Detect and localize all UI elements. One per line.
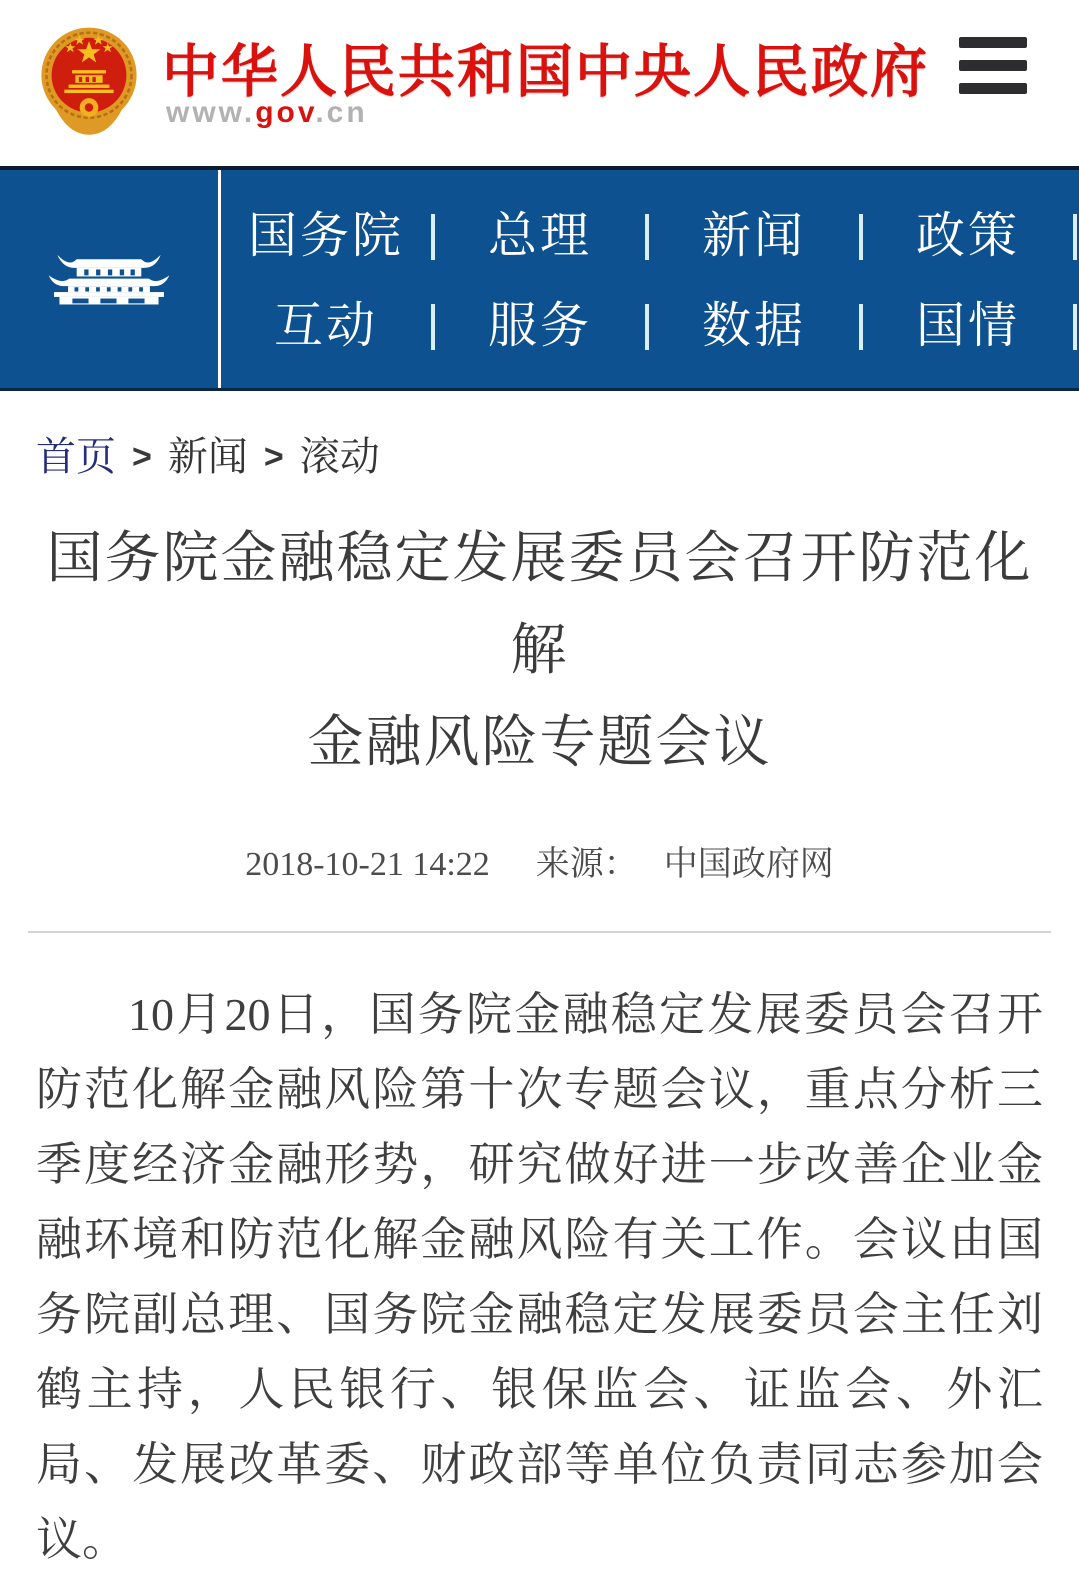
nav-separator (1073, 304, 1077, 350)
menu-button[interactable] (959, 34, 1027, 96)
hamburger-bar (959, 60, 1027, 71)
article (0, 512, 1079, 1577)
breadcrumb (0, 391, 1079, 482)
publish-datetime: 2018-10-21 14:22 (245, 846, 490, 883)
site-title: 中华人民共和国中央人民政府 (162, 40, 929, 104)
nav-row-2 (221, 287, 1079, 357)
source-label: 来源： (535, 846, 638, 883)
nav-separator (1073, 214, 1077, 260)
nav-item-fuwu[interactable] (435, 287, 645, 357)
article-meta (0, 836, 1079, 885)
nav-item-label: 政策 (915, 209, 1020, 264)
site-url (166, 96, 368, 130)
breadcrumb-rolling-link[interactable]: 滚动 (299, 435, 380, 479)
hamburger-bar (959, 37, 1027, 48)
article-title-line: 金融风险专题会议 (307, 710, 772, 773)
article-paragraph: 10月20日，国务院金融稳定发展委员会召开防范化解金融风险第十次专题会议，重点分析三季度经济金融形势，研究做好进一步改善企业金融环境和防范化解金融风险有关工作。会议由国务院副总理、国务院金融稳定发展委员会主任刘鹤主持，人民银行、银保监会、证监会、外汇局、发展改革委、财政部等单位负责同志参加会议。 (36, 989, 1043, 1565)
nav-item-label: 数据 (701, 298, 806, 353)
nav-item-shuju[interactable] (649, 287, 859, 357)
site-url-gov: gov (255, 96, 316, 129)
navbar-home-logo[interactable] (0, 170, 218, 388)
content-divider (28, 931, 1051, 933)
breadcrumb-separator: > (263, 438, 284, 476)
nav-item-zongli[interactable] (435, 197, 645, 267)
national-emblem-icon (38, 12, 140, 152)
source-value: 中国政府网 (663, 846, 834, 883)
site-url-cn: .cn (315, 96, 368, 129)
nav-item-label: 国情 (915, 298, 1020, 353)
article-body (36, 977, 1043, 1577)
primary-navbar (0, 166, 1079, 391)
breadcrumb-news-link[interactable]: 新闻 (167, 435, 248, 479)
nav-item-guoqing[interactable] (863, 287, 1073, 357)
article-title (36, 512, 1043, 788)
nav-menu (221, 170, 1079, 388)
site-header (0, 0, 1079, 166)
hamburger-menu-icon (959, 37, 1027, 94)
nav-item-zhengce[interactable] (863, 197, 1073, 267)
nav-item-label: 总理 (487, 209, 592, 264)
nav-item-xinwen[interactable] (649, 197, 859, 267)
nav-item-label: 互动 (273, 298, 378, 353)
article-title-line: 国务院金融稳定发展委员会召开防范化解 (46, 526, 1033, 681)
tiananmen-gate-icon (39, 247, 179, 307)
breadcrumb-home-link[interactable]: 首页 (36, 435, 116, 479)
nav-item-label: 服务 (487, 298, 592, 353)
nav-item-label: 国务院 (247, 209, 404, 264)
site-url-www: www. (166, 96, 256, 129)
breadcrumb-separator: > (132, 438, 152, 476)
nav-item-hudong[interactable] (221, 287, 431, 357)
nav-row-1 (221, 197, 1079, 267)
nav-item-guowuyuan[interactable] (221, 197, 431, 267)
hamburger-bar (959, 83, 1027, 94)
nav-item-label: 新闻 (701, 209, 806, 264)
